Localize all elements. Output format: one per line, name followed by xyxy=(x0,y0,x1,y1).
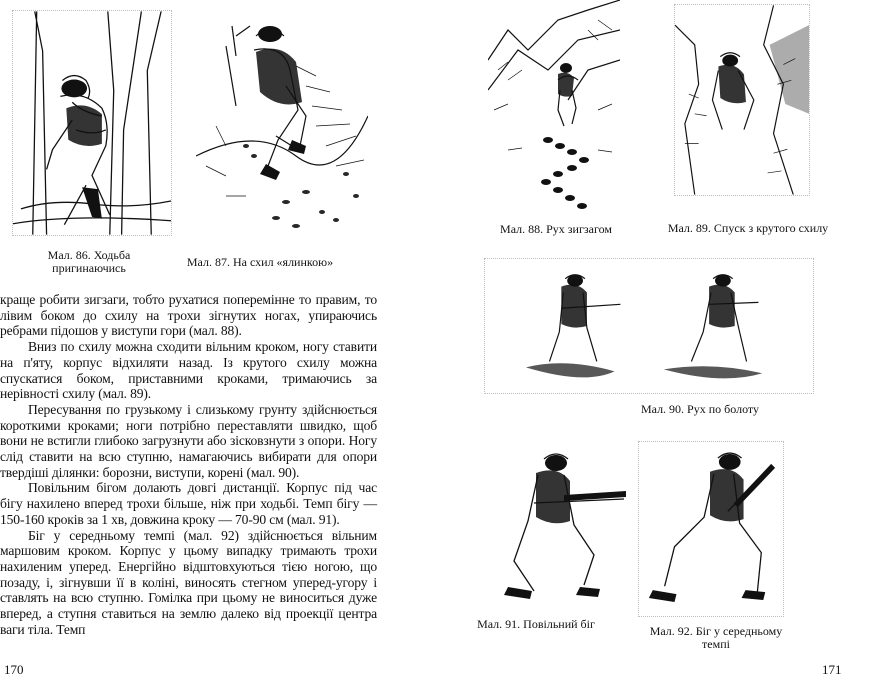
soldier-climbing-slope-drawing xyxy=(196,6,368,234)
page-number-right: 171 xyxy=(822,662,842,677)
figure-86-caption-text: Мал. 86. Ходьба пригинаючись xyxy=(47,248,131,275)
figure-88-illustration xyxy=(488,0,620,212)
figure-91-caption xyxy=(466,618,606,631)
figure-91-caption-text: Мал. 91. Повільний біг xyxy=(477,617,595,631)
figure-86-caption xyxy=(30,249,148,275)
marsh-movement-soldiers-drawing xyxy=(485,259,813,393)
figure-92-illustration xyxy=(638,441,784,617)
zigzag-slope-soldier-drawing xyxy=(488,0,620,212)
paragraph-1: краще робити зигзаги, тобто рухатися поперемінне то правим, то лівим боком до схилу на трохи зігнутих ногах, упираючись ребрами підошов у виступи гори (мал. 88). xyxy=(0,292,377,339)
figure-88-caption-text: Мал. 88. Рух зигзагом xyxy=(500,222,612,236)
paragraph-4: Повільним бігом долають довгі дистанції. Корпус під час бігу нахилено вперед трохи більше, ніж при ходьбі. Темп бігу — 150-160 кроків за 1 хв, довжина кроку — 70-90 см (мал. 91). xyxy=(0,480,377,527)
figure-87-caption-text: Мал. 87. На схил «ялинкою» xyxy=(186,255,334,269)
steep-slope-descent-soldier-drawing xyxy=(675,5,809,195)
paragraph-2: Вниз по схилу можна сходити вільним кроком, ногу ставити на п'яту, корпус відхиляти назад. Із крутого схилу можна спускатися боком, приставними кроками, тримаючись за нерівності схилу (мал. 89). xyxy=(0,339,377,402)
figure-92-caption-text: Мал. 92. Біг у середньому темпі xyxy=(649,624,783,651)
figure-90-caption xyxy=(620,403,780,416)
figure-88-caption xyxy=(488,223,624,236)
paragraph-3: Пересування по грузькому і слизькому грунту здійснюється короткими кроками; ноги потрібно переставляти швидко, щоб вони не встигли глибоко загрузнути або зісковзнути з опори. Ногу слід ставити на всю ступню, намагаючись вибирати для опори твердіші ділянки: борозни, виступи, корені (мал. 90). xyxy=(0,401,377,480)
slow-run-soldier-drawing xyxy=(494,443,630,603)
figure-87-illustration xyxy=(196,6,368,234)
figure-86-illustration xyxy=(12,10,172,236)
figure-91-illustration xyxy=(494,443,630,603)
figure-89-illustration xyxy=(674,4,810,196)
figure-92-caption xyxy=(638,625,794,651)
figure-87-caption xyxy=(170,256,350,269)
left-page-body-text xyxy=(0,292,377,637)
figure-89-caption-text: Мал. 89. Спуск з крутого схилу xyxy=(667,221,829,235)
paragraph-5: Біг у середньому темпі (мал. 92) здійснюється вільним маршовим кроком. Корпус у цьому випадку тримають трохи нахиленим уперед. Енергійно відштовхуються тією ногою, що позаду, і, зігнувши її в коліні, виносять стегном уперед-угору і ставлять на всю ступню. Гомілка при цьому не виноситься дуже вперед, а ступня ставиться на землю далеко від проекції центра ваги тіла. Темп xyxy=(0,527,377,637)
figure-90-illustration xyxy=(484,258,814,394)
page-number-left: 170 xyxy=(4,662,24,677)
figure-89-caption xyxy=(658,222,838,235)
medium-pace-run-soldier-drawing xyxy=(639,442,783,616)
figure-90-caption-text: Мал. 90. Рух по болоту xyxy=(640,402,760,416)
crouching-soldier-in-forest-drawing xyxy=(13,11,171,235)
